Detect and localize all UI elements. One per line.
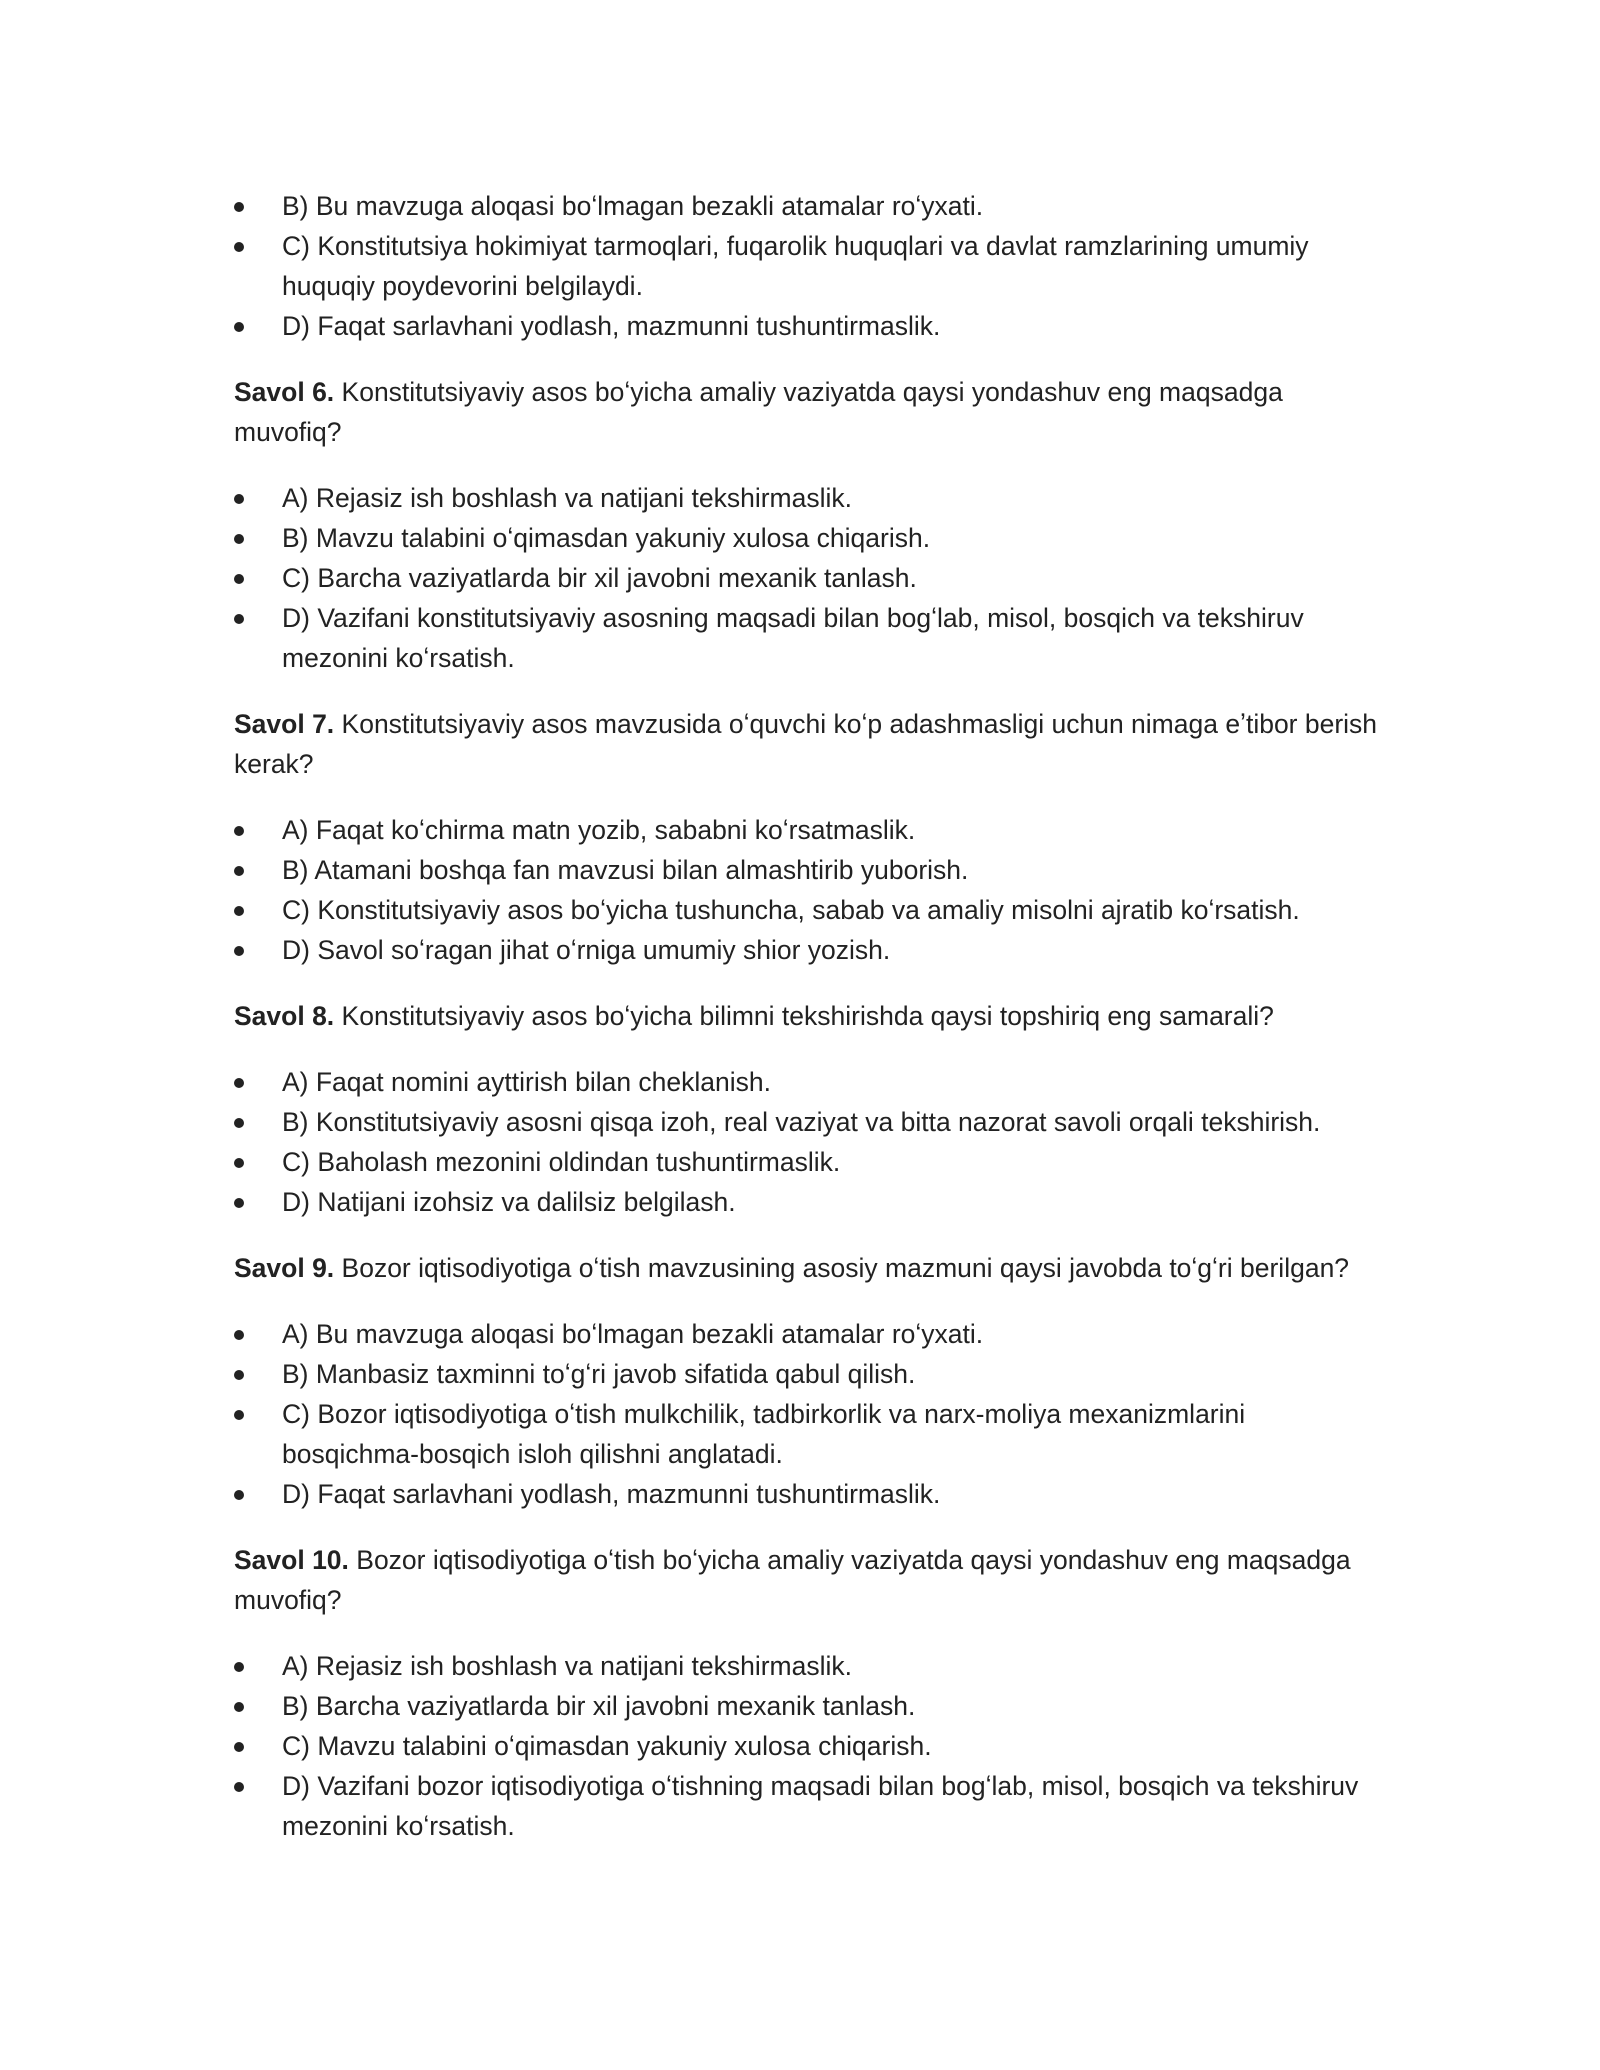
option-item — [234, 1726, 1384, 1766]
option-text: C) Baholash mezonini oldindan tushuntirmaslik. — [282, 1147, 841, 1177]
option-text: B) Mavzu talabini oʻqimasdan yakuniy xulosa chiqarish. — [282, 523, 931, 553]
question-text: Konstitutsiyaviy asos boʻyicha bilimni tekshirishda qaysi topshiriq eng samarali? — [334, 1001, 1274, 1031]
option-text: A) Rejasiz ish boshlash va natijani tekshirmaslik. — [282, 1651, 852, 1681]
option-item — [234, 1686, 1384, 1726]
option-text: A) Faqat nomini ayttirish bilan cheklanish. — [282, 1067, 772, 1097]
question-8 — [234, 996, 1384, 1036]
bullet-icon — [234, 866, 244, 876]
option-text: A) Bu mavzuga aloqasi boʻlmagan bezakli atamalar roʻyxati. — [282, 1319, 984, 1349]
question-text: Bozor iqtisodiyotiga oʻtish mavzusining asosiy mazmuni qaysi javobda toʻgʻri berilgan? — [334, 1253, 1350, 1283]
question-number: Savol 6. — [234, 377, 335, 407]
bullet-icon — [234, 242, 244, 252]
bullet-icon — [234, 1742, 244, 1752]
bullet-icon — [234, 906, 244, 916]
bullet-icon — [234, 534, 244, 544]
question-number: Savol 7. — [234, 709, 335, 739]
option-item — [234, 226, 1384, 306]
option-item — [234, 598, 1384, 678]
question-text: Bozor iqtisodiyotiga oʻtish boʻyicha amaliy vaziyatda qaysi yondashuv eng maqsadga muvofiq? — [234, 1545, 1351, 1615]
option-item — [234, 1062, 1384, 1102]
option-text: B) Barcha vaziyatlarda bir xil javobni mexanik tanlash. — [282, 1691, 916, 1721]
option-item — [234, 1646, 1384, 1686]
bullet-icon — [234, 1158, 244, 1168]
option-item — [234, 1474, 1384, 1514]
option-item — [234, 1182, 1384, 1222]
option-item — [234, 890, 1384, 930]
option-item — [234, 1394, 1384, 1474]
bullet-icon — [234, 1410, 244, 1420]
question-8-options — [234, 1062, 1384, 1222]
option-text: D) Vazifani bozor iqtisodiyotiga oʻtishning maqsadi bilan bogʻlab, misol, bosqich va tekshiruv mezonini koʻrsatish. — [282, 1771, 1359, 1841]
option-item — [234, 518, 1384, 558]
bullet-icon — [234, 614, 244, 624]
option-item — [234, 1766, 1384, 1846]
question-9 — [234, 1248, 1384, 1288]
question-7 — [234, 704, 1384, 784]
bullet-icon — [234, 1118, 244, 1128]
question-text: Konstitutsiyaviy asos mavzusida oʻquvchi koʻp adashmasligi uchun nimaga eʼtibor berish kerak? — [234, 709, 1378, 779]
bullet-icon — [234, 1198, 244, 1208]
option-text: B) Bu mavzuga aloqasi boʻlmagan bezakli atamalar roʻyxati. — [282, 191, 984, 221]
option-item — [234, 850, 1384, 890]
question-6 — [234, 372, 1384, 452]
question-number: Savol 10. — [234, 1545, 349, 1575]
option-item — [234, 810, 1384, 850]
document-page — [234, 186, 1384, 1846]
option-item — [234, 186, 1384, 226]
option-item — [234, 1102, 1384, 1142]
option-text: C) Mavzu talabini oʻqimasdan yakuniy xulosa chiqarish. — [282, 1731, 932, 1761]
question-10 — [234, 1540, 1384, 1620]
bullet-icon — [234, 322, 244, 332]
bullet-icon — [234, 1330, 244, 1340]
bullet-icon — [234, 946, 244, 956]
option-text: B) Manbasiz taxminni toʻgʻri javob sifatida qabul qilish. — [282, 1359, 916, 1389]
option-text: D) Faqat sarlavhani yodlash, mazmunni tushuntirmaslik. — [282, 311, 941, 341]
option-text: B) Konstitutsiyaviy asosni qisqa izoh, real vaziyat va bitta nazorat savoli orqali tekshirish. — [282, 1107, 1321, 1137]
bullet-icon — [234, 1078, 244, 1088]
option-item — [234, 930, 1384, 970]
bullet-icon — [234, 826, 244, 836]
option-text: A) Faqat koʻchirma matn yozib, sababni koʻrsatmaslik. — [282, 815, 916, 845]
bullet-icon — [234, 494, 244, 504]
option-text: B) Atamani boshqa fan mavzusi bilan almashtirib yuborish. — [282, 855, 969, 885]
question-number: Savol 9. — [234, 1253, 335, 1283]
option-item — [234, 306, 1384, 346]
question-number: Savol 8. — [234, 1001, 335, 1031]
option-item — [234, 1354, 1384, 1394]
option-text: D) Savol soʻragan jihat oʻrniga umumiy shior yozish. — [282, 935, 891, 965]
question-6-options — [234, 478, 1384, 678]
question-9-options — [234, 1314, 1384, 1514]
option-text: D) Natijani izohsiz va dalilsiz belgilash. — [282, 1187, 736, 1217]
option-text: C) Barcha vaziyatlarda bir xil javobni mexanik tanlash. — [282, 563, 917, 593]
option-text: D) Faqat sarlavhani yodlash, mazmunni tushuntirmaslik. — [282, 1479, 941, 1509]
question-text: Konstitutsiyaviy asos boʻyicha amaliy vaziyatda qaysi yondashuv eng maqsadga muvofiq? — [234, 377, 1283, 447]
continuation-options — [234, 186, 1384, 346]
question-10-options — [234, 1646, 1384, 1846]
option-text: C) Bozor iqtisodiyotiga oʻtish mulkchilik, tadbirkorlik va narx-moliya mexanizmlarini bosqichma-bosqich isloh qilishni anglatadi. — [282, 1399, 1246, 1469]
option-item — [234, 558, 1384, 598]
bullet-icon — [234, 202, 244, 212]
bullet-icon — [234, 574, 244, 584]
option-text: D) Vazifani konstitutsiyaviy asosning maqsadi bilan bogʻlab, misol, bosqich va tekshiruv mezonini koʻrsatish. — [282, 603, 1304, 673]
option-item — [234, 478, 1384, 518]
bullet-icon — [234, 1702, 244, 1712]
option-item — [234, 1142, 1384, 1182]
option-text: C) Konstitutsiyaviy asos boʻyicha tushuncha, sabab va amaliy misolni ajratib koʻrsatish. — [282, 895, 1300, 925]
option-item — [234, 1314, 1384, 1354]
bullet-icon — [234, 1662, 244, 1672]
bullet-icon — [234, 1370, 244, 1380]
option-text: A) Rejasiz ish boshlash va natijani tekshirmaslik. — [282, 483, 852, 513]
option-text: C) Konstitutsiya hokimiyat tarmoqlari, fuqarolik huquqlari va davlat ramzlarining umumiy huquqiy poydevorini belgilaydi. — [282, 231, 1309, 301]
bullet-icon — [234, 1782, 244, 1792]
bullet-icon — [234, 1490, 244, 1500]
question-7-options — [234, 810, 1384, 970]
